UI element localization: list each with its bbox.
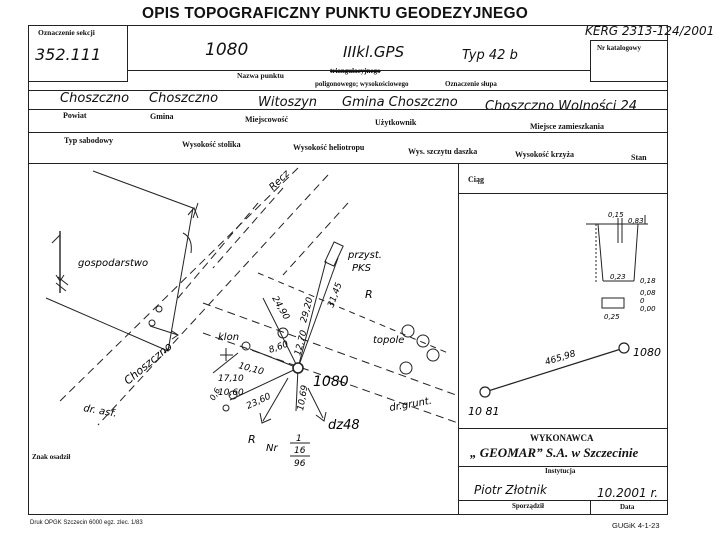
- point-1081-marker: [480, 387, 490, 397]
- label-pks: PKS: [352, 263, 371, 274]
- wys-krzyza-label: Wysokość krzyża: [515, 150, 575, 159]
- dist-1270: 12,70: [293, 329, 310, 357]
- wys-stolika-label: Wysokość stolika: [182, 140, 241, 149]
- sekcja-label: Oznaczenie sekcji: [38, 28, 95, 37]
- gugik-code: GUGiK 4-1-23: [612, 521, 660, 530]
- label-dr-grunt: dr.grunt.: [388, 395, 433, 414]
- dim-015: 0,15: [608, 211, 624, 219]
- label-przyst: przyst.: [348, 250, 382, 261]
- typ-sygnalu-label: Typ sabodowy: [64, 136, 113, 145]
- oznaczenie-slupa-label: Oznaczenie słupa: [445, 80, 497, 88]
- label-topole: topole: [373, 335, 405, 346]
- wys-szczytu-label: Wys. szczytu daszka: [408, 147, 478, 156]
- dist-1060: 10,60: [218, 388, 244, 398]
- powiat-value: Choszczno: [60, 91, 130, 106]
- label-point-1080: 1080: [313, 374, 349, 390]
- sekcja-value: 352.111: [35, 45, 102, 64]
- label-recz: Recz: [267, 168, 292, 194]
- point-class: IIIkl.GPS: [343, 43, 405, 61]
- ciag-point-1080: 1080: [633, 346, 661, 359]
- topographic-sketch: [28, 163, 458, 515]
- dim-0: 0: [640, 297, 645, 305]
- dim-025: 0,25: [604, 313, 620, 321]
- wykonawca-firma: „ GEOMAR” S.A. w Szczecinie: [470, 445, 639, 460]
- label-nr: Nr: [266, 443, 278, 454]
- dim-023: 0,23: [610, 273, 626, 281]
- label-choszczno: Choszczno: [121, 339, 175, 388]
- triang-label: triangulacyjnego: [330, 67, 381, 75]
- dist-2920: 29,20: [299, 296, 316, 324]
- label-dz48: dz48: [328, 418, 360, 433]
- wykonawca-label: WYKONAWCA: [530, 433, 594, 443]
- stan-label: Stan: [631, 153, 647, 162]
- druk-note: Druk OPGK Szczecin 6000 egz. zlec. 1/83: [30, 520, 143, 526]
- znak-osadzil-label: Znak osadził: [32, 453, 71, 461]
- ciag-label: Ciąg: [468, 175, 484, 184]
- instytucja-label: Instytucja: [545, 467, 576, 475]
- nazwa-punktu-label: Nazwa punktu: [237, 71, 284, 80]
- label-r1: R: [365, 288, 373, 301]
- dist-1710: 17,10: [218, 374, 244, 384]
- ciag-point-1081: 10 81: [468, 405, 500, 418]
- powiat-label: Powiat: [63, 111, 87, 120]
- dist-2490: 24,90: [269, 294, 291, 322]
- dim-008: 0,08: [640, 289, 656, 297]
- sporzadzil-label: Sporządził: [512, 502, 544, 510]
- miejscowosc-value: Witoszyn: [258, 95, 318, 110]
- label-r2: R: [248, 433, 256, 446]
- dist-06: 0,6: [207, 386, 223, 402]
- data-label: Data: [620, 503, 635, 511]
- point-name: 1080: [205, 40, 249, 60]
- gmina-label: Gmina: [150, 112, 174, 121]
- label-dr-asf: dr. asf.: [82, 403, 118, 420]
- sporzadzil-value: Piotr Złotnik: [474, 483, 547, 497]
- uzytkownik-label: Użytkownik: [375, 118, 417, 127]
- zamieszkania-value: Choszczno Wolności 24: [485, 99, 637, 114]
- kerg-reference: KERG 2313-124/2001: [585, 24, 715, 38]
- dist-2360: 23,60: [245, 391, 273, 412]
- ciag-diagram: [458, 193, 668, 423]
- point-1080-marker: [619, 343, 629, 353]
- ciag-distance: 465,98: [543, 349, 578, 368]
- dim-083: 0,83: [628, 217, 644, 225]
- dist-860: 8,60: [267, 339, 290, 356]
- dim-018: 0,18: [640, 277, 656, 285]
- gmina-value: Choszczno: [149, 91, 219, 106]
- dist-3145: 31,45: [326, 281, 345, 310]
- dim-000: 0,00: [640, 305, 656, 313]
- data-value: 10.2001 r.: [597, 486, 659, 500]
- point-type: Typ 42 b: [462, 48, 518, 63]
- label-gospodarstwo: gospodarstwo: [78, 258, 149, 269]
- dist-1069: 10,69: [296, 384, 311, 412]
- label-klon: klon: [218, 332, 240, 343]
- label-nr-mid: 16: [294, 446, 306, 456]
- miejscowosc-label: Miejscowość: [245, 115, 289, 124]
- dist-1010: 10,10: [237, 361, 265, 378]
- poligon-label: poligonowego; wysokościowego: [315, 80, 409, 88]
- label-nr-den: 96: [294, 459, 306, 469]
- nr-katalogowy-label: Nr katalogowy: [597, 44, 642, 52]
- wys-heliotropu-label: Wysokość heliotropu: [293, 143, 365, 152]
- page-title: OPIS TOPOGRAFICZNY PUNKTU GEODEZYJNEGO: [142, 5, 528, 22]
- label-nr-num: 1: [296, 434, 302, 444]
- zamieszkania-label: Miejsce zamieszkania: [530, 122, 604, 131]
- uzytkownik-value: Gmina Choszczno: [342, 95, 458, 110]
